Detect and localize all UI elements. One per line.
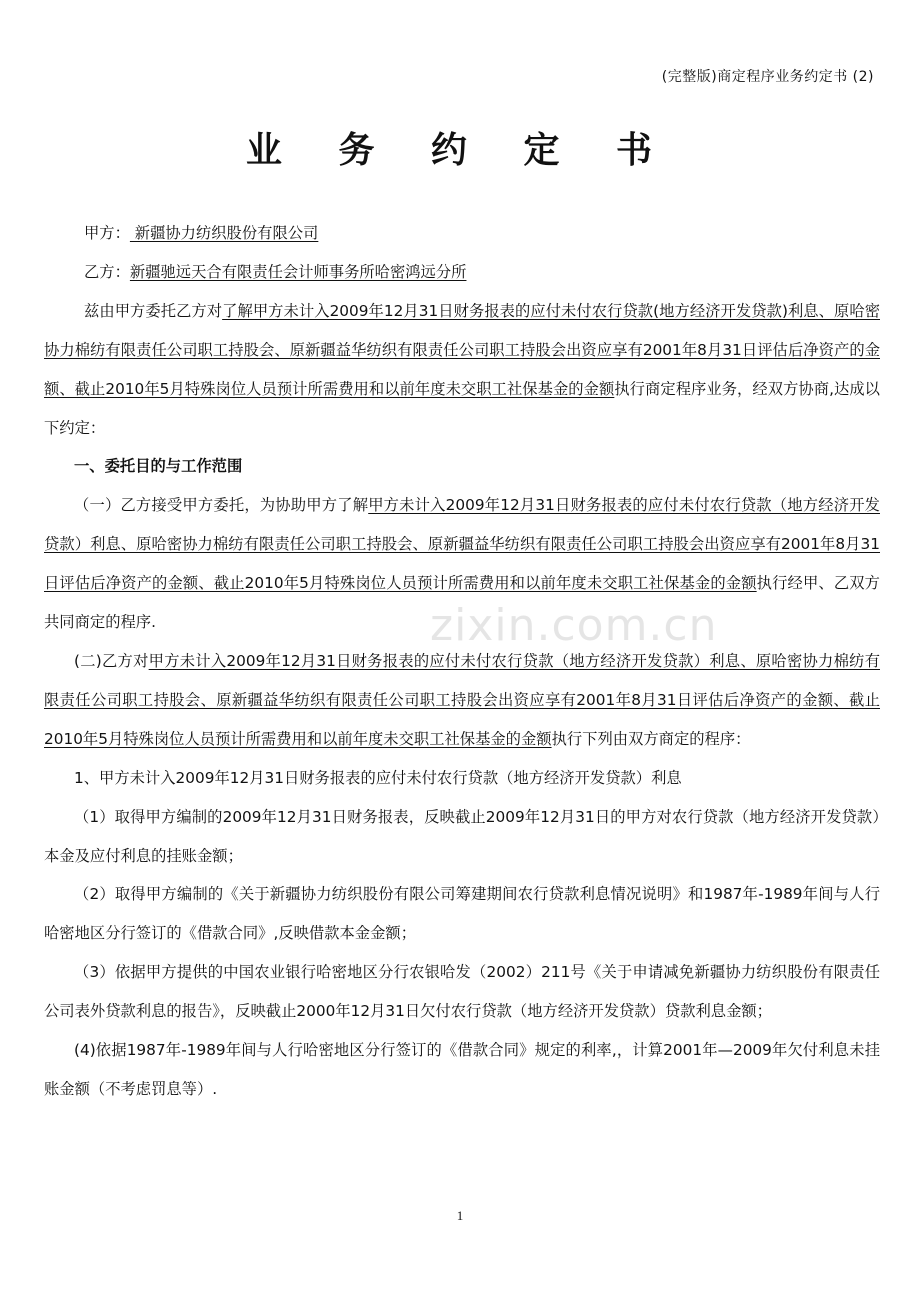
para1-pre: （一）乙方接受甲方委托，为协助甲方了解 [74,496,369,515]
document-title: 业 务 约 定 书 [245,129,675,171]
step-2: （2）取得甲方编制的《关于新疆协力纺织股份有限公司筹建期间农行贷款利息情况说明》和1987年-1989年间与人行哈密地区分行签订的《借款合同》,反映借款本金金额； [44,885,880,943]
paragraph-1 [44,486,880,642]
intro-post: 执行商定程序业务，经双方协商,达成以下约定： [44,379,880,437]
intro-paragraph [44,292,880,448]
step-4: (4)依据1987年-1989年间与人行哈密地区分行签订的《借款合同》规定的利率,，计算2001年—2009年欠付利息未挂账金额（不考虑罚息等）. [44,1041,880,1098]
party-a-name: 新疆协力纺织股份有限公司 [129,224,319,242]
watermark: zixin.com.cn [430,600,718,651]
para2-pre: (二)乙方对 [74,651,149,670]
intro-pre: 兹由甲方委托乙方对 [84,301,223,320]
step-1: （1）取得甲方编制的2009年12月31日财务报表，反映截止2009年12月31日的甲方对农行贷款（地方经济开发贷款）本金及应付利息的挂账金额； [44,807,880,865]
para2-post: 执行下列由双方商定的程序： [551,729,751,748]
item-1-heading: 1、甲方未计入2009年12月31日财务报表的应付未付农行贷款（地方经济开发贷款）利息 [74,768,682,787]
para1-post: 执行经甲、乙双方共同商定的程序. [44,574,880,632]
para1-underlined: 甲方未计入2009年12月31日财务报表的应付未付农行贷款（地方经济开发贷款）利息、原哈密协力棉纺有限责任公司职工持股会、原新疆益华纺织有限责任公司职工持股会出资应享有2001年8月31日评估后净资产的金额、截止2010年5月特殊岗位人员预计所需费用和以前年度未交职工社保基金的金额 [44,496,880,593]
party-b-line [44,253,880,292]
header-note: (完整版)商定程序业务约定书 (2) [661,69,874,85]
paragraph-2 [44,642,880,759]
party-a-line [44,214,880,253]
party-b-label: 乙方： [84,262,130,281]
party-b-name: 新疆驰远天合有限责任会计师事务所哈密鸿远分所 [129,262,467,281]
intro-underlined: 了解甲方未计入2009年12月31日财务报表的应付未付农行贷款(地方经济开发贷款)利息、原哈密协力棉纺有限责任公司职工持股会、原新疆益华纺织有限责任公司职工持股会出资应享有2001年8月31日评估后净资产的金额、截止2010年5月特殊岗位人员预计所需费用和以前年度未交职工社保基金的金额 [44,301,880,398]
party-a-label: 甲方： [84,224,130,242]
section-heading: 一、委托目的与工作范围 [74,457,243,476]
step-3: （3）依据甲方提供的中国农业银行哈密地区分行农银哈发（2002）211号《关于申请减免新疆协力纺织股份有限责任公司表外贷款利息的报告》，反映截止2000年12月31日欠付农行贷款（地方经济开发贷款）贷款利息金额； [44,963,880,1021]
document-body [44,214,880,1109]
para2-underlined: 甲方未计入2009年12月31日财务报表的应付未付农行贷款（地方经济开发贷款）利息、原哈密协力棉纺有限责任公司职工持股会、原新疆益华纺织有限责任公司职工持股会出资应享有2001年8月31日评估后净资产的金额、截止2010年5月特殊岗位人员预计所需费用和以前年度未交职工社保基金的金额 [44,651,880,748]
page-number: 1 [456,1208,464,1223]
